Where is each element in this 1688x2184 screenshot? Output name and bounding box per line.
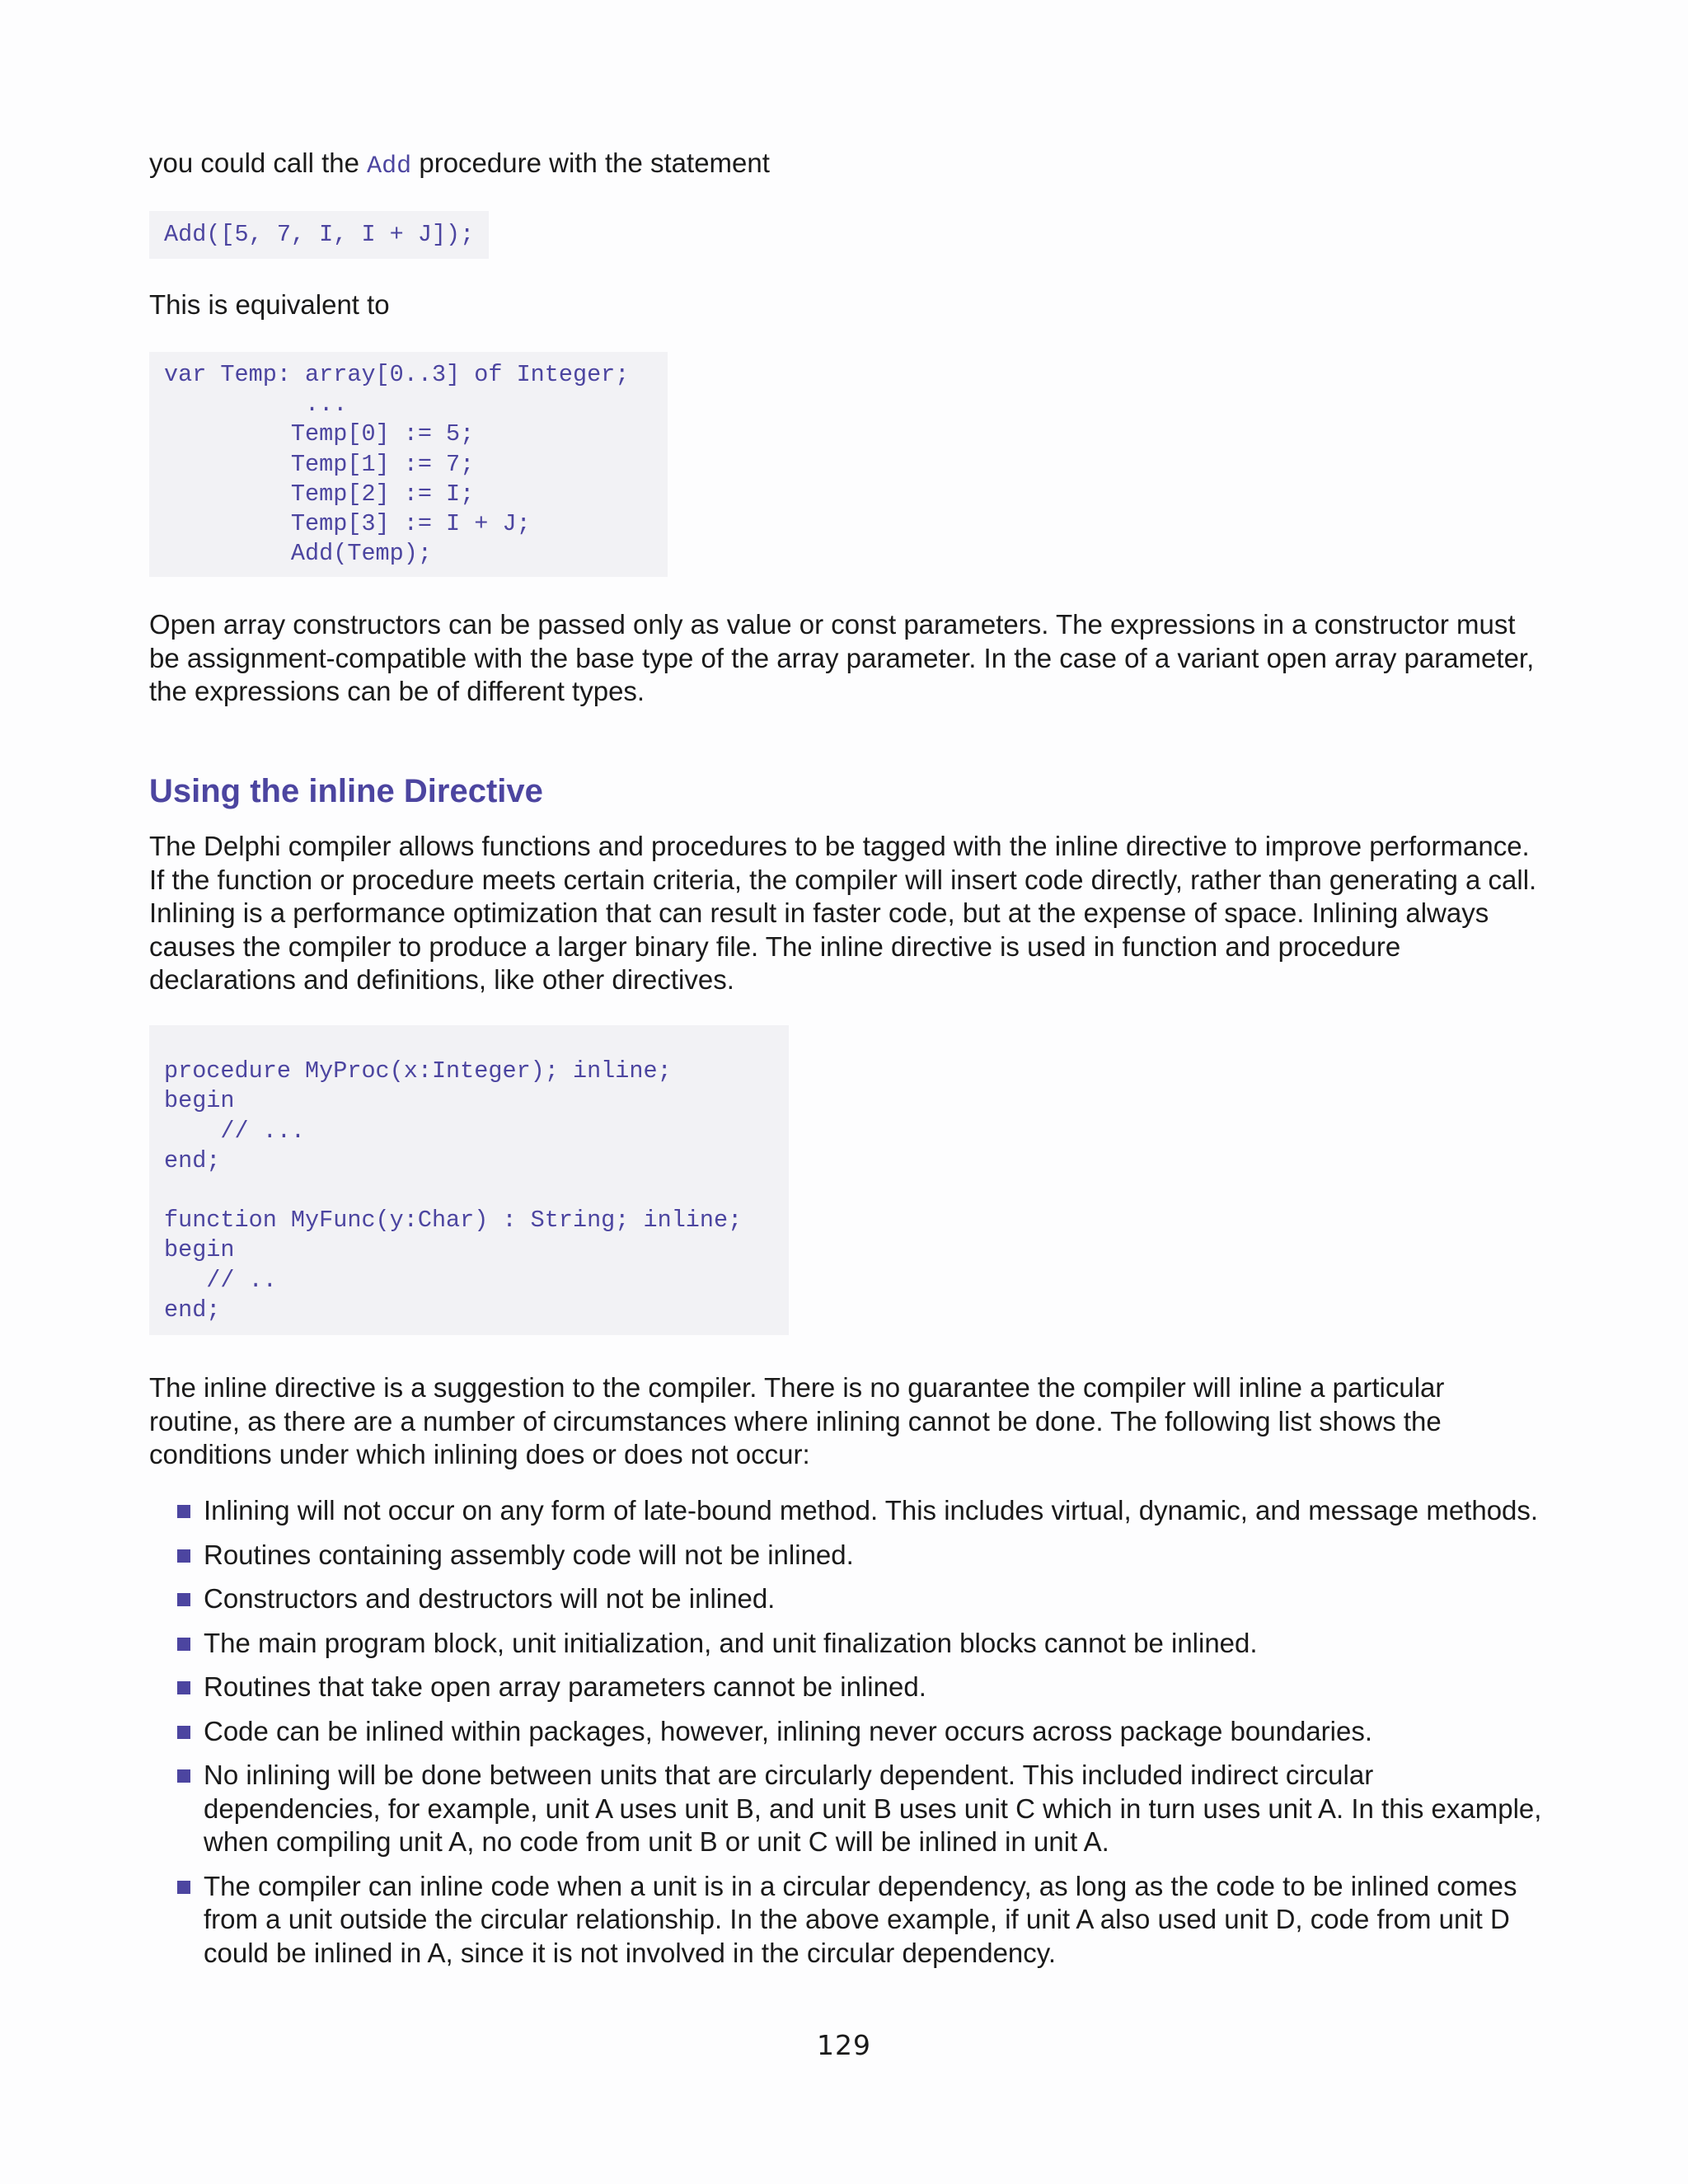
inline-directive-paragraph: The Delphi compiler allows functions and procedures to be tagged with the inline directive to improve performance. If the function or procedure meets certain criteria, the compiler will insert code directly, rather than generating a call. Inlining is a performance optimization that can result in faster code, but at the expense of space. Inlining always causes the compiler to produce a larger binary file. The inline directive is used in function and procedure declarations and definitions, like other directives. bbox=[149, 831, 1537, 995]
square-bullet-icon bbox=[177, 1881, 190, 1894]
intro-text-before: you could call the bbox=[149, 148, 368, 178]
open-array-paragraph: Open array constructors can be passed only as value or const parameters. The expressions in a constructor must be assignment-compatible with the base type of the array parameter. In the case of a variant open array parameter, the expressions can be of different types. bbox=[149, 609, 1535, 706]
code-block-temp: var Temp: array[0..3] of Integer; ... Temp[0] := 5; Temp[1] := 7; Temp[2] := I; Temp[3] := I + J; Add(Temp); bbox=[149, 352, 668, 577]
square-bullet-icon bbox=[177, 1681, 190, 1694]
list-item: Routines that take open array parameters cannot be inlined. bbox=[149, 1671, 1542, 1704]
square-bullet-icon bbox=[177, 1549, 190, 1563]
inline-code-add: Add bbox=[367, 152, 412, 180]
square-bullet-icon bbox=[177, 1505, 190, 1518]
list-item: Code can be inlined within packages, however, inlining never occurs across package boundaries. bbox=[149, 1715, 1542, 1749]
suggestion-paragraph: The inline directive is a suggestion to the compiler. There is no guarantee the compiler will inline a particular routine, as there are a number of circumstances where inlining cannot be done. The following list shows the conditions under which inlining does or does not occur: bbox=[149, 1372, 1445, 1469]
list-item: No inlining will be done between units that are circularly dependent. This included indirect circular dependencies, for example, unit A uses unit B, and unit B uses unit C which in turn uses unit A. In this example, when compiling unit A, no code from unit B or unit C will be inlined in unit A. bbox=[149, 1759, 1542, 1859]
list-item: Constructors and destructors will not be inlined. bbox=[149, 1582, 1542, 1616]
square-bullet-icon bbox=[177, 1769, 190, 1783]
square-bullet-icon bbox=[177, 1593, 190, 1606]
conditions-list bbox=[149, 1494, 1542, 1980]
section-heading: Using the inline Directive bbox=[149, 773, 543, 809]
square-bullet-icon bbox=[177, 1638, 190, 1651]
square-bullet-icon bbox=[177, 1726, 190, 1739]
intro-text-after: procedure with the statement bbox=[411, 148, 770, 178]
list-item: Inlining will not occur on any form of late-bound method. This includes virtual, dynamic, and message methods. bbox=[149, 1494, 1542, 1528]
equivalent-paragraph: This is equivalent to bbox=[149, 289, 390, 320]
list-item: The main program block, unit initialization, and unit finalization blocks cannot be inlined. bbox=[149, 1627, 1542, 1661]
page-number: 129 bbox=[817, 2029, 871, 2061]
list-item: The compiler can inline code when a unit is in a circular dependency, as long as the code to be inlined comes from a unit outside the circular relationship. In the above example, if unit A also used unit D, code from unit D could be inlined in A, since it is not involved in the circular dependency. bbox=[149, 1870, 1542, 1971]
list-item: Routines containing assembly code will not be inlined. bbox=[149, 1539, 1542, 1572]
code-block-inline: procedure MyProc(x:Integer); inline; begin // ... end; function MyFunc(y:Char) : String; inline; begin // .. end; bbox=[149, 1025, 789, 1335]
code-block-call: Add([5, 7, I, I + J]); bbox=[149, 211, 489, 259]
intro-paragraph bbox=[149, 147, 770, 184]
